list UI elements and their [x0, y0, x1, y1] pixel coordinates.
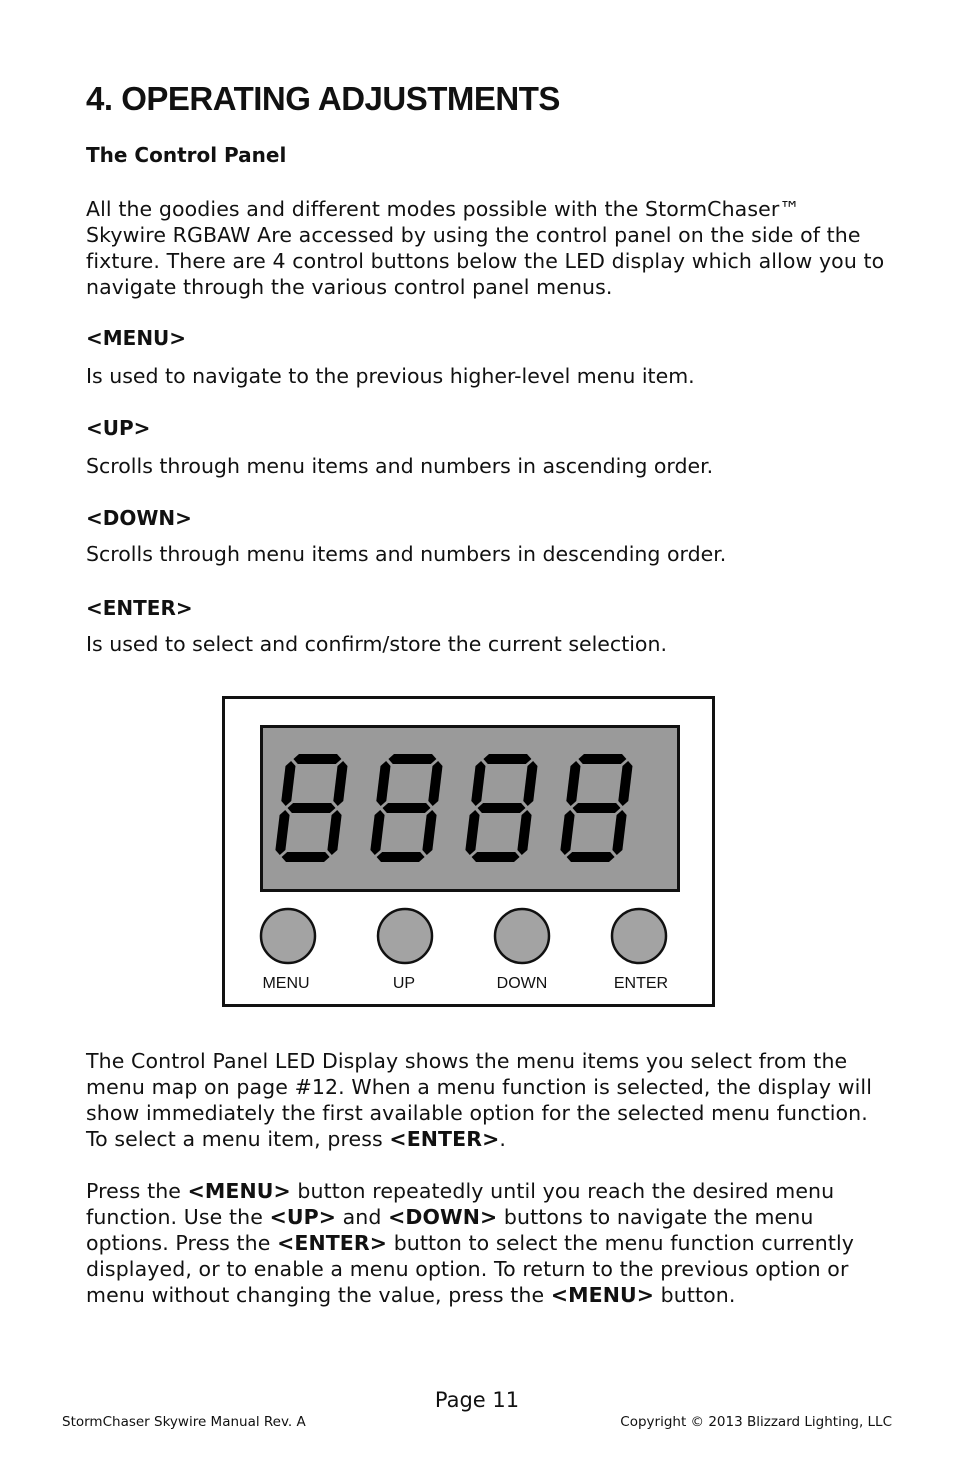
enter-ref-2: <ENTER>: [277, 1231, 388, 1255]
down-button-description: Scrolls through menu items and numbers in descending order.: [86, 542, 727, 566]
nav-text-4: buttons to navigate the menu options. Press the: [86, 1205, 814, 1255]
down-control-button[interactable]: [495, 909, 549, 963]
up-control-button[interactable]: [378, 909, 432, 963]
up-button-heading: <UP>: [86, 416, 151, 440]
display-text: The Control Panel LED Display shows the menu items you select from the menu map on page #12. When a menu function is selected, the display will show immediately the first available option for the selected menu function. To select a menu item, press: [86, 1049, 872, 1151]
nav-text-1: Press the: [86, 1179, 188, 1203]
menu-ref-2: <MENU>: [550, 1283, 655, 1307]
down-label: DOWN: [496, 975, 548, 992]
display-paragraph: [86, 1048, 886, 1152]
digit-4-segment-a: [578, 754, 626, 764]
enter-button-heading: <ENTER>: [86, 596, 193, 620]
footer-manual-title: StormChaser Skywire Manual Rev. A: [62, 1414, 306, 1430]
digit-3-segment-g: [478, 803, 526, 813]
digit-1-segment-a: [293, 754, 341, 764]
enter-ref: <ENTER>: [389, 1127, 500, 1151]
digit-1-segment-g: [288, 803, 336, 813]
menu-ref: <MENU>: [187, 1179, 291, 1203]
page-heading: 4. OPERATING ADJUSTMENTS: [86, 80, 560, 117]
enter-control-button[interactable]: [612, 909, 666, 963]
digit-1-segment-d: [282, 852, 330, 862]
footer-copyright: Copyright © 2013 Blizzard Lighting, LLC: [620, 1414, 892, 1430]
up-label: UP: [392, 975, 416, 992]
section-title: The Control Panel: [86, 143, 287, 167]
page-number: Page 11: [434, 1388, 520, 1412]
down-ref: <DOWN>: [388, 1205, 498, 1229]
nav-text-6: button.: [654, 1283, 736, 1307]
up-button-description: Scrolls through menu items and numbers in ascending order.: [86, 454, 714, 478]
navigation-paragraph: [86, 1178, 886, 1308]
menu-button-description: Is used to navigate to the previous higher-level menu item.: [86, 364, 695, 388]
nav-text-3: and: [336, 1205, 389, 1229]
nav-text-5: button to select the menu function currently displayed, or to enable a menu option. To return to the previous option or menu without changing the value, press the: [86, 1231, 855, 1307]
control-panel-diagram: [222, 696, 715, 1007]
display-text-end: .: [499, 1127, 507, 1151]
menu-button-heading: <MENU>: [86, 326, 187, 350]
digit-2-segment-d: [377, 852, 425, 862]
intro-paragraph: All the goodies and different modes possible with the StormChaser™ Skywire RGBAW Are accessed by using the control panel on the side of the fixture. There are 4 control buttons below the LED display which allow you to navigate through the various control panel menus.: [86, 197, 885, 299]
digit-4-segment-d: [567, 852, 615, 862]
down-button-heading: <DOWN>: [86, 506, 192, 530]
up-ref: <UP>: [269, 1205, 336, 1229]
enter-label: ENTER: [613, 975, 669, 992]
digit-3-segment-a: [483, 754, 531, 764]
digit-2-segment-g: [383, 803, 431, 813]
digit-3-segment-d: [472, 852, 520, 862]
enter-button-description: Is used to select and confirm/store the current selection.: [86, 632, 667, 656]
digit-2-segment-a: [388, 754, 436, 764]
menu-control-button[interactable]: [261, 909, 315, 963]
digit-4-segment-g: [573, 803, 621, 813]
menu-label: MENU: [262, 975, 310, 992]
nav-text-2: button repeatedly until you reach the desired menu function. Use the: [86, 1179, 835, 1229]
